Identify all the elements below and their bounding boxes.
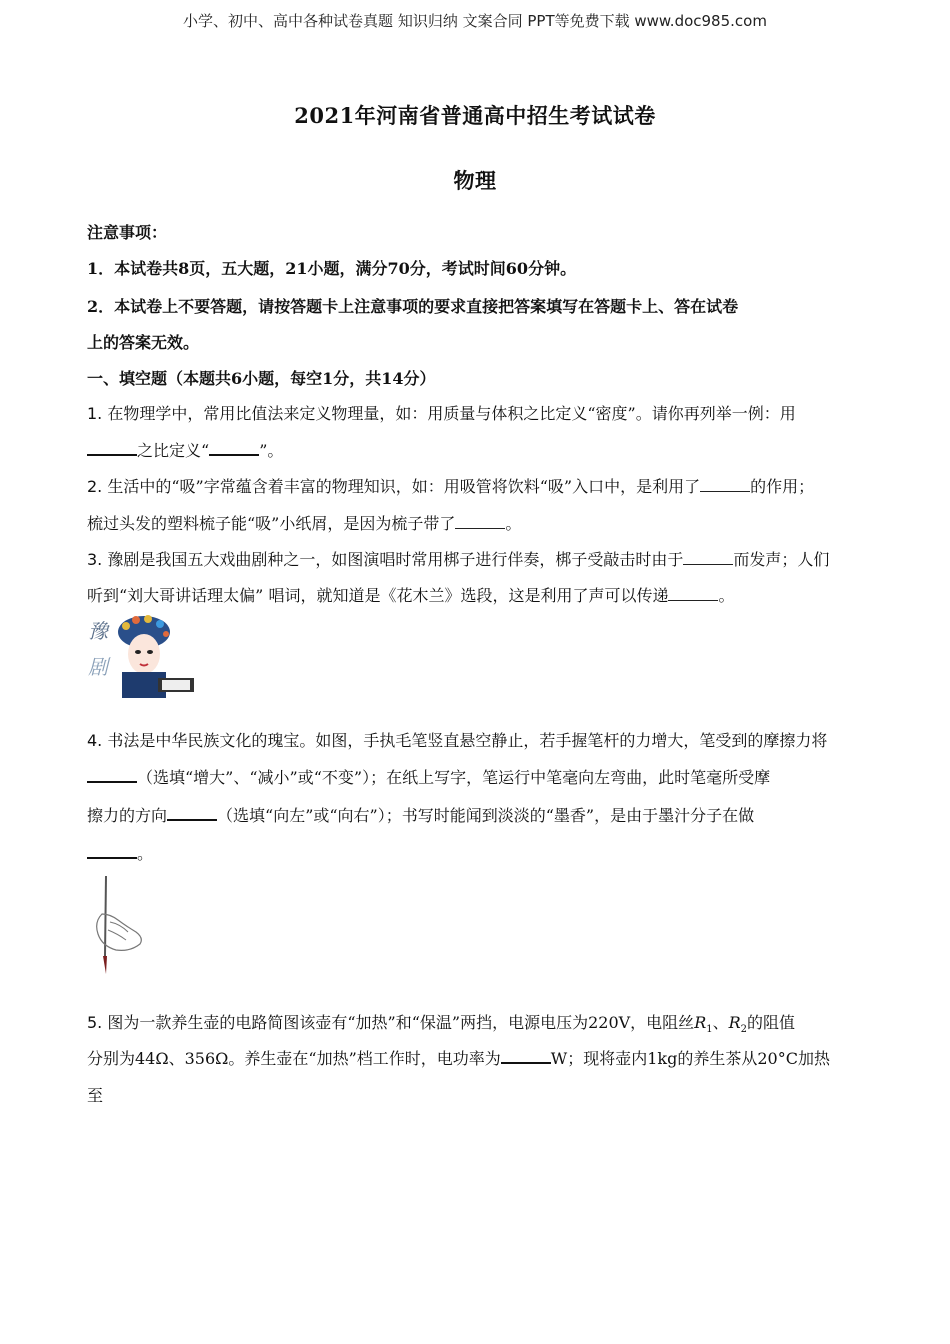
notice-item-1: 1．本试卷共8页，五大题，21小题，满分70分，考试时间60分钟。 [87, 259, 577, 278]
question-text: 听到“刘大哥讲话理太偏” 唱词，就知道是《花木兰》选段，这是利用了声可以传递 [87, 586, 669, 605]
question-3-line-1 [87, 547, 877, 570]
question-4-line-1 [87, 728, 877, 751]
question-text: 梳过头发的塑料梳子能“吸”小纸屑，是因为梳子带了 [87, 514, 456, 533]
question-4-line-2 [87, 765, 877, 788]
answer-blank [501, 1048, 551, 1064]
question-4-line-3 [87, 803, 877, 826]
question-text: （选填“增大”、“减小”或“不变”）；在纸上写字，笔运行中笔毫向左弯曲，此时笔毫所受摩 [137, 768, 771, 787]
question-2-line-1 [87, 474, 877, 497]
question-text: 豫剧是我国五大戏曲剧种之一，如图演唱时常用梆子进行伴奏，梆子受敲击时由于 [107, 550, 684, 569]
question-text: 在物理学中，常用比值法来定义物理量，如：用质量与体积之比定义“密度”。请你再列举一例：用 [107, 404, 796, 423]
question-text: 书法是中华民族文化的瑰宝。如图，手执毛笔竖直悬空静止，若手握笔杆的力增大，笔受到的摩擦力将 [107, 731, 828, 750]
site-header: 小学、初中、高中各种试卷真题 知识归纳 文案合同 PPT等免费下载 www.doc985.com [183, 12, 767, 30]
question-number: 1. [87, 404, 103, 423]
question-number: 2. [87, 477, 103, 496]
answer-blank [87, 440, 137, 456]
figure-caption-2: 剧 [88, 655, 108, 679]
question-text: W；现将壶内1kg的养生茶从20°C加热 [550, 1049, 830, 1068]
r1-symbol: R [694, 1013, 707, 1032]
question-text: 而发声；人们 [733, 550, 830, 569]
answer-blank [683, 550, 733, 565]
exam-title: 2021年河南省普通高中招生考试试卷 [294, 103, 656, 128]
r2-subscript: 2 [740, 1024, 748, 1036]
answer-blank [87, 767, 137, 783]
answer-blank [167, 805, 217, 821]
question-5-line-2 [87, 1046, 877, 1069]
question-1-line-1 [87, 401, 877, 424]
question-1-line-2 [87, 438, 877, 461]
question-number: 4. [87, 731, 103, 750]
answer-blank [668, 586, 718, 601]
question-text: ”。 [259, 441, 284, 460]
question-4-line-4 [87, 841, 877, 864]
notice-heading: 注意事项： [87, 223, 168, 242]
question-number: 3. [87, 550, 103, 569]
notice-item-2-line-1: 2．本试卷上不要答题，请按答题卡上注意事项的要求直接把答案填写在答题卡上、答在试卷 [87, 297, 739, 316]
question-text: 之比定义“ [137, 441, 210, 460]
section-1-heading: 一、填空题（本题共6小题，每空1分，共14分） [87, 369, 436, 388]
opera-performer-icon [118, 615, 194, 698]
r2-symbol: R [728, 1013, 741, 1032]
separator: 、 [712, 1013, 729, 1032]
subject-title: 物理 [453, 168, 497, 193]
calligraphy-brush-icon [97, 876, 142, 974]
question-text: 生活中的“吸”字常蕴含着丰富的物理知识，如：用吸管将饮料“吸”入口中，是利用了 [107, 477, 701, 496]
opera-figure [86, 612, 198, 700]
question-text: 。 [505, 514, 522, 533]
question-5-line-1 [87, 1010, 877, 1035]
question-2-line-2 [87, 511, 877, 534]
question-text: 。 [137, 844, 154, 863]
figure-caption-1: 豫 [88, 619, 108, 643]
question-3-line-2 [87, 583, 877, 606]
answer-blank [87, 843, 137, 859]
question-text: 的阻值 [747, 1013, 796, 1032]
brush-figure [90, 874, 150, 976]
question-5-line-3: 至 [87, 1086, 104, 1105]
question-text: （选填“向左”或“向右”）；书写时能闻到淡淡的“墨香”，是由于墨汁分子在做 [217, 806, 755, 825]
notice-item-2-line-2: 上的答案无效。 [87, 333, 200, 352]
question-text: 擦力的方向 [87, 806, 168, 825]
question-text: 分别为44Ω、356Ω。养生壶在“加热”档工作时，电功率为 [87, 1049, 501, 1068]
question-number: 5. [87, 1013, 103, 1032]
answer-blank [209, 440, 259, 456]
r1-subscript: 1 [706, 1024, 713, 1036]
question-text: 。 [718, 586, 735, 605]
answer-blank [455, 514, 505, 529]
answer-blank [700, 477, 750, 492]
question-text: 图为一款养生壶的电路简图该壶有“加热”和“保温”两挡，电源电压为220V，电阻丝 [107, 1013, 695, 1032]
question-text: 的作用； [750, 477, 815, 496]
